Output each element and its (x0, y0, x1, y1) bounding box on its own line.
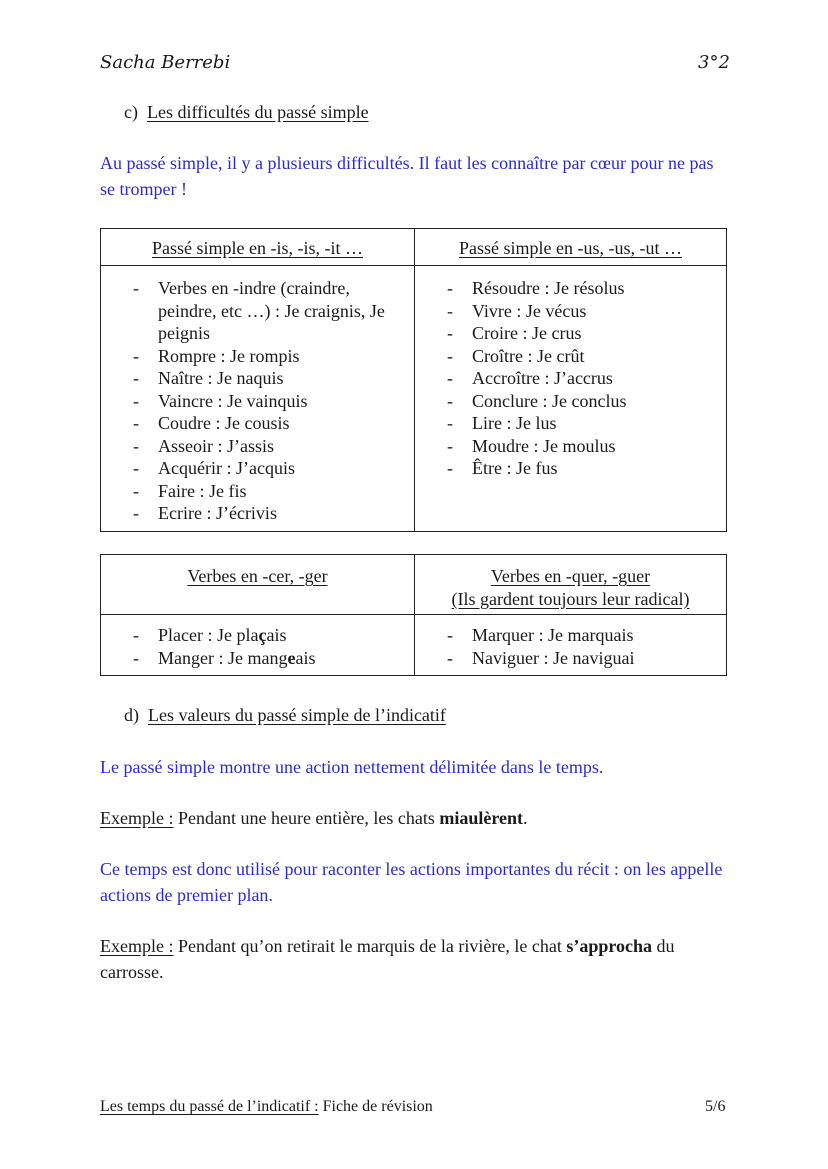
list-item: - Conclure : Je conclus (415, 390, 726, 413)
table-header-row (101, 555, 727, 615)
section-c-title: Les difficultés du passé simple (146, 102, 369, 122)
section-c-marker: c) (124, 102, 138, 122)
class-label: 3°2 (698, 52, 730, 73)
header-cer-ger: Verbes en -cer, -ger (101, 555, 415, 615)
list-item: - Acquérir : J’acquis (101, 457, 406, 480)
list-item: - Vaincre : Je vainquis (101, 390, 406, 413)
list-item: - Lire : Je lus (415, 412, 726, 435)
list-item: - Marquer : Je marquais (415, 624, 726, 647)
page-number: 5/6 (705, 1098, 726, 1115)
table-body-row (101, 266, 727, 532)
list-item: - Accroître : J’accrus (415, 367, 726, 390)
section-d-heading (124, 702, 446, 728)
section-c-heading (124, 99, 369, 125)
list-item: - Placer : Je plaçais (101, 624, 414, 647)
list-item: - Croître : Je crût (415, 345, 726, 368)
example-1: Exemple : Pendant une heure entière, les chats miaulèrent. (100, 808, 528, 828)
section-d-title: Les valeurs du passé simple de l’indicatif (148, 705, 446, 725)
list-item: - Verbes en -indre (craindre, peindre, etc …) : Je craignis, Je peignis (101, 277, 406, 345)
list-item: - Croire : Je crus (415, 322, 726, 345)
list-quer-guer-verbs (415, 615, 727, 676)
definition-2: Ce temps est donc utilisé pour raconter les actions importantes du récit : on les appelle actions de premier plan. (100, 859, 723, 905)
list-item: - Rompre : Je rompis (101, 345, 406, 368)
table-cer-ger-quer-guer (100, 554, 727, 676)
definition-1: Le passé simple montre une action nettement délimitée dans le temps. (100, 757, 604, 777)
author-name: Sacha Berrebi (100, 52, 231, 73)
list-item: - Asseoir : J’assis (101, 435, 406, 458)
list-item: - Moudre : Je moulus (415, 435, 726, 458)
list-item: - Manger : Je mangeais (101, 647, 414, 670)
table-header-row (101, 229, 727, 266)
list-item: - Naviguer : Je naviguai (415, 647, 726, 670)
example-label: Exemple : (100, 808, 174, 828)
header-us-us-ut: Passé simple en -us, -us, -ut … (415, 229, 727, 266)
section-c-intro: Au passé simple, il y a plusieurs difficultés. Il faut les connaître par cœur pour ne pas se tromper ! (100, 153, 714, 199)
footer-title: Les temps du passé de l’indicatif : Fiche de révision (100, 1098, 433, 1115)
list-cer-ger-verbs (101, 615, 415, 676)
list-is-verbs (101, 266, 415, 532)
table-body-row (101, 615, 727, 676)
list-item: - Être : Je fus (415, 457, 726, 480)
list-item: - Ecrire : J’écrivis (101, 502, 406, 525)
list-item: - Naître : Je naquis (101, 367, 406, 390)
example-label: Exemple : (100, 936, 174, 956)
header-quer-guer: Verbes en -quer, -guer (Ils gardent toujours leur radical) (415, 555, 727, 615)
table-passe-simple-endings (100, 228, 727, 532)
list-item: - Coudre : Je cousis (101, 412, 406, 435)
example-2: Exemple : Pendant qu’on retirait le marquis de la rivière, le chat s’approcha du carrosse. (100, 936, 675, 982)
list-item: - Résoudre : Je résolus (415, 277, 726, 300)
section-d-marker: d) (124, 705, 139, 725)
list-item: - Vivre : Je vécus (415, 300, 726, 323)
list-item: - Faire : Je fis (101, 480, 406, 503)
header-is-is-it: Passé simple en -is, -is, -it … (101, 229, 415, 266)
list-us-verbs (415, 266, 727, 532)
